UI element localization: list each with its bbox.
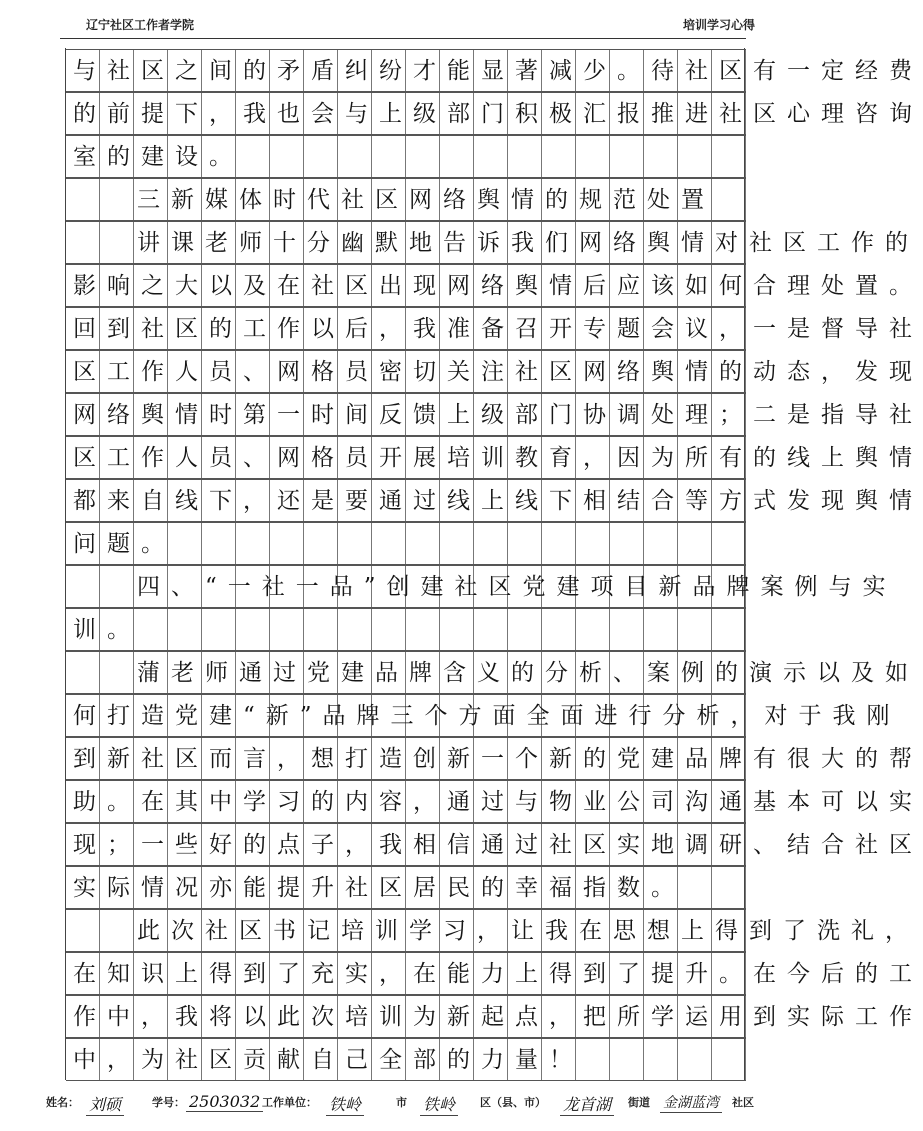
grid-row [66,479,923,522]
student-id-value: 2503032 [186,1092,263,1112]
header-school-name: 辽宁社区工作者学院 [86,18,195,32]
signature-footer [0,1086,799,1116]
grid-row [66,135,746,178]
community-value: 金湖蓝湾 [660,1092,722,1113]
handwritten-line: 何打造党建“新”品牌三个方面全面进行分析，对于我刚 [73,702,901,729]
grid-row [66,49,923,92]
handwritten-line: 问题。 [73,530,175,557]
grid-row [66,909,919,952]
city-label: 市 [396,1096,407,1109]
grid-row [66,221,919,264]
grid-row [66,952,923,995]
student-id-label: 学号： [152,1096,185,1109]
grid-row [66,1038,746,1081]
section-heading-line: 四、“一社一品”创建社区党建项目新品牌案例与实 [137,573,897,600]
grid-row [66,436,923,479]
section-heading-line: 三新媒体时代社区网络舆情的规范处置 [137,186,715,213]
grid-row [66,608,746,651]
grid-row [66,307,923,350]
handwritten-line: 助。在其中学习的内容，通过与物业公司沟通基本可以实 [73,788,923,815]
grid-row [66,264,923,307]
handwritten-line: 的前提下，我也会与上级部门积极汇报推进社区心理咨询 [73,100,923,127]
handwritten-line: 影响之大以及在社区出现网络舆情后应该如何合理处置。 [73,272,923,299]
grid-paper [65,48,923,1080]
handwritten-line: 室的建设。 [73,143,243,170]
handwritten-line: 作中，我将以此次培训为新起点，把所学运用到实际工作 [73,1003,923,1030]
handwritten-line: 回到社区的工作以后，我准备召开专题会议，一是督导社 [73,315,923,342]
work-unit-label: 工作单位： [262,1096,317,1109]
name-value: 刘硕 [86,1092,124,1116]
grid-row [66,393,923,436]
name-label: 姓名： [46,1096,79,1109]
handwritten-line: 网络舆情时第一时间反馈上级部门协调处理；二是指导社 [73,401,923,428]
handwritten-line: 与社区之间的矛盾纠纷才能显著减少。待社区有一定经费 [73,57,923,84]
grid-row [66,651,919,694]
grid-row [66,866,746,909]
city-value: 铁岭 [326,1092,364,1116]
grid-row [66,823,923,866]
handwritten-line: 训。 [73,616,141,643]
handwritten-line: 区工作人员、网格员开展培训教育，因为所有的线上舆情 [73,444,923,471]
grid-row [66,995,923,1038]
grid-row [66,780,923,823]
handwritten-line: 在知识上得到了充实，在能力上得到了提升。在今后的工 [73,960,923,987]
handwritten-line: 到新社区而言，想打造创新一个新的党建品牌有很大的帮 [73,745,923,772]
grid-row [66,92,923,135]
handwritten-line: 此次社区书记培训学习，让我在思想上得到了洗礼， [137,917,919,944]
community-label: 社区 [732,1096,754,1109]
grid-row [66,178,746,221]
district-value: 铁岭 [420,1092,458,1116]
header-document-title: 培训学习心得 [682,18,755,32]
grid-row [66,350,923,393]
street-label: 街道 [628,1096,650,1109]
handwritten-line: 中，为社区贡献自己全部的力量！ [73,1046,583,1073]
handwritten-line: 区工作人员、网格员密切关注社区网络舆情的动态，发现 [73,358,923,385]
grid-row [66,565,897,608]
grid-row [66,694,901,737]
handwritten-line: 都来自线下，还是要通过线上线下相结合等方式发现舆情 [73,487,923,514]
grid-row [66,522,746,565]
header-divider [60,38,746,39]
handwritten-line: 蒲老师通过党建品牌含义的分析、案例的演示以及如 [137,659,919,686]
district-label: 区（县、市） [480,1096,546,1109]
handwritten-line: 实际情况亦能提升社区居民的幸福指数。 [73,874,685,901]
handwritten-line: 现；一些好的点子，我相信通过社区实地调研、结合社区 [73,831,923,858]
handwritten-line: 讲课老师十分幽默地告诉我们网络舆情对社区工作的 [137,229,919,256]
page-header [0,0,799,40]
grid-row [66,737,923,780]
street-value: 龙首湖 [560,1092,614,1116]
